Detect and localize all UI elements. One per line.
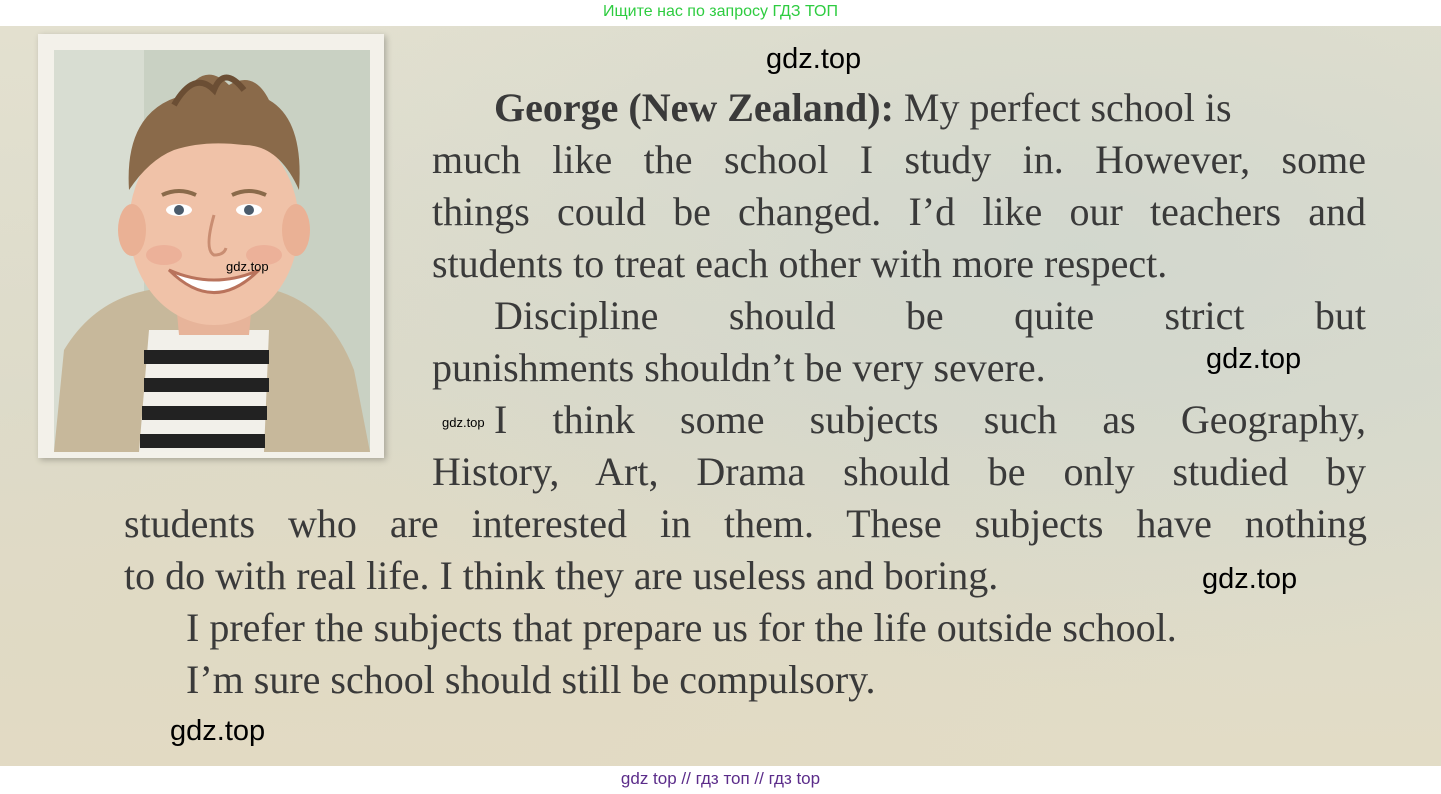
boy-portrait-photo <box>54 50 370 452</box>
watermark: gdz.top <box>766 43 862 75</box>
article-line-7: I think some subjects such as Geography, <box>494 397 1366 442</box>
article-line-10: to do with real life. I think they are useless and boring. <box>124 553 999 598</box>
watermark: gdz.top <box>170 715 266 747</box>
bottom-banner[interactable]: gdz top // гдз топ // гдз top <box>620 769 821 788</box>
article-line-12: I’m sure school should still be compulsory. <box>186 657 876 702</box>
article-line-8: History, Art, Drama should be only studied by <box>432 449 1366 494</box>
watermark: gdz.top <box>1202 563 1298 595</box>
watermark: gdz.top <box>442 415 485 430</box>
textbook-page <box>0 26 1441 766</box>
top-banner[interactable]: Ищите нас по запросу ГДЗ ТОП <box>603 3 838 20</box>
article-line-3: things could be changed. I’d like our teachers and <box>432 189 1366 234</box>
article-line-2: much like the school I study in. However, some <box>432 137 1366 182</box>
article-line-6: punishments shouldn’t be very severe. <box>432 345 1046 390</box>
speaker-name: George (New Zealand): <box>494 85 894 130</box>
photo-frame <box>38 34 384 458</box>
article-line-9: students who are interested in them. These subjects have nothing <box>124 501 1367 546</box>
article-line-4: students to treat each other with more respect. <box>432 241 1168 286</box>
watermark: gdz.top <box>1206 343 1302 375</box>
article-line-11: I prefer the subjects that prepare us for the life outside school. <box>186 605 1177 650</box>
article-line-5: Discipline should be quite strict but <box>494 293 1366 338</box>
watermark: gdz.top <box>226 259 269 274</box>
article-line-1 <box>494 82 1232 134</box>
article-text: My perfect school is <box>903 85 1232 130</box>
